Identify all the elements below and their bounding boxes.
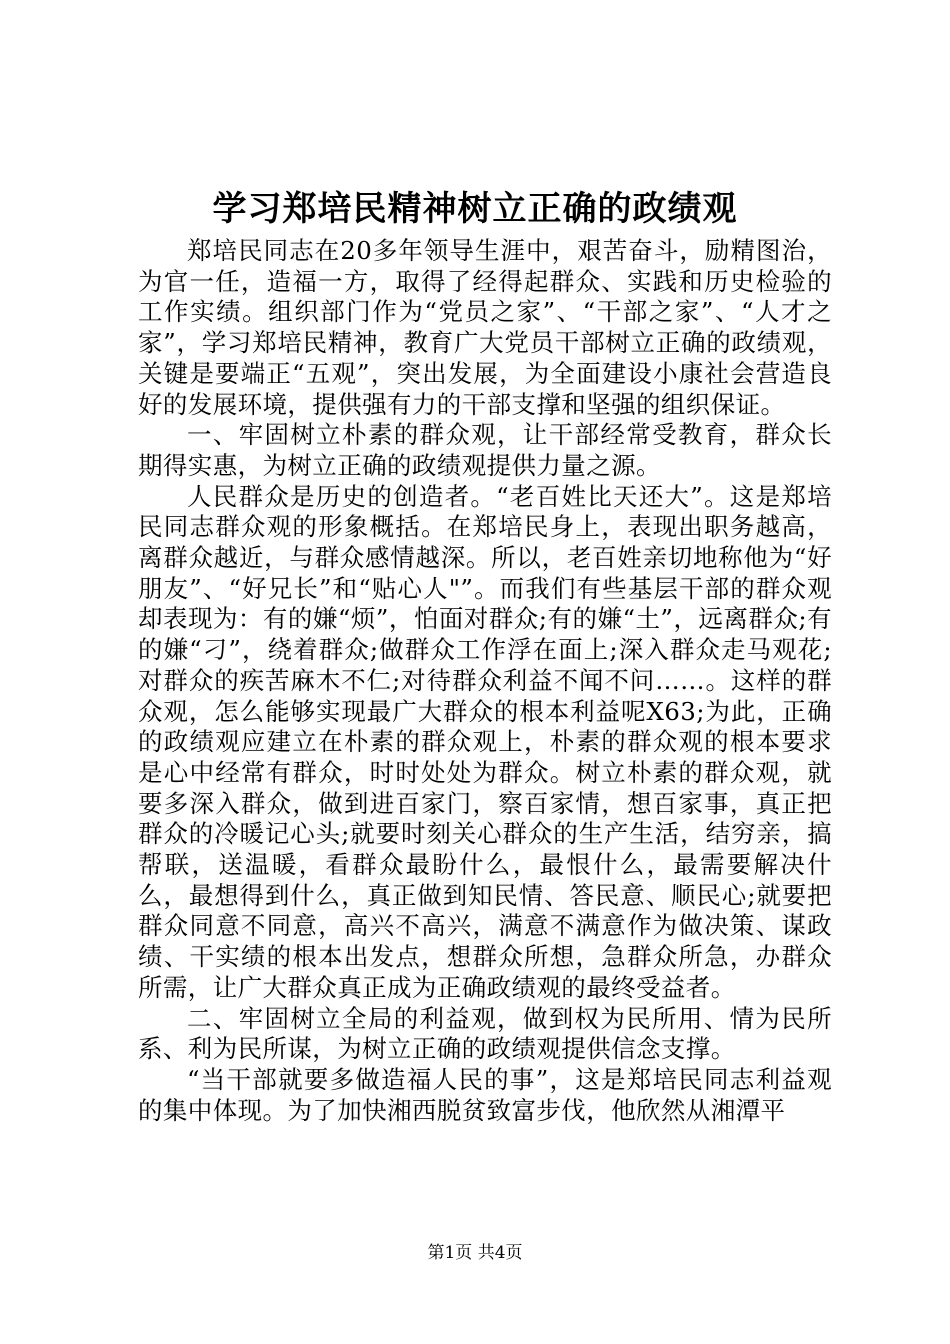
paragraph-section-1-body: 人民群众是历史的创造者。“老百姓比天还大”。这是郑培民同志群众观的形象概括。在郑培民身上，表现出职务越高，离群众越近，与群众感情越深。所以，老百姓亲切地称他为“好朋友”、“好兄长”和“贴心人"”。而我们有些基层干部的群众观却表现为：有的嫌“烦”，怕面对群众;有的嫌“土”，远离群众;有的嫌“刁”，绕着群众;做群众工作浮在面上;深入群众走马观花;对群众的疾苦麻木不仁;对待群众利益不闻不问……。这样的群众观，怎么能够实现最广大群众的根本利益呢X63;为此，正确的政绩观应建立在朴素的群众观上，朴素的群众观的根本要求是心中经常有群众，时时处处为群众。树立朴素的群众观，就要多深入群众，做到进百家门，察百家情，想百家事，真正把群众的冷暖记心头;就要时刻关心群众的生产生活，结穷亲，搞帮联，送温暖，看群众最盼什么，最恨什么，最需要解决什么，最想得到什么，真正做到知民情、答民意、顺民心;就要把群众同意不同意，高兴不高兴，满意不满意作为做决策、谋政绩、干实绩的根本出发点，想群众所想，急群众所急，办群众所需，让广大群众真正成为正确政绩观的最终受益者。 [138, 481, 832, 1002]
document-body [138, 236, 832, 1126]
page-number-footer: 第1页 共4页 [427, 1243, 523, 1263]
paragraph-section-1-heading: 一、牢固树立朴素的群众观，让干部经常受教育，群众长期得实惠，为树立正确的政绩观提供力量之源。 [138, 420, 832, 480]
paragraph-section-2-body: “当干部就要多做造福人民的事”，这是郑培民同志利益观的集中体现。为了加快湘西脱贫致富步伐，他欣然从湘潭平 [138, 1064, 832, 1125]
document-title: 学习郑培民精神树立正确的政绩观 [212, 189, 738, 229]
paragraph-section-2-heading: 二、牢固树立全局的利益观，做到权为民所用、情为民所系、利为民所谋，为树立正确的政绩观提供信念支撑。 [138, 1003, 832, 1064]
paragraph-intro: 郑培民同志在20多年领导生涯中，艰苦奋斗，励精图治，为官一任，造福一方，取得了经得起群众、实践和历史检验的工作实绩。组织部门作为“党员之家”、“干部之家”、“人才之家”，学习郑培民精神，教育广大党员干部树立正确的政绩观，关键是要端正“五观”，突出发展，为全面建设小康社会营造良好的发展环境，提供强有力的干部支撑和坚强的组织保证。 [138, 236, 832, 419]
